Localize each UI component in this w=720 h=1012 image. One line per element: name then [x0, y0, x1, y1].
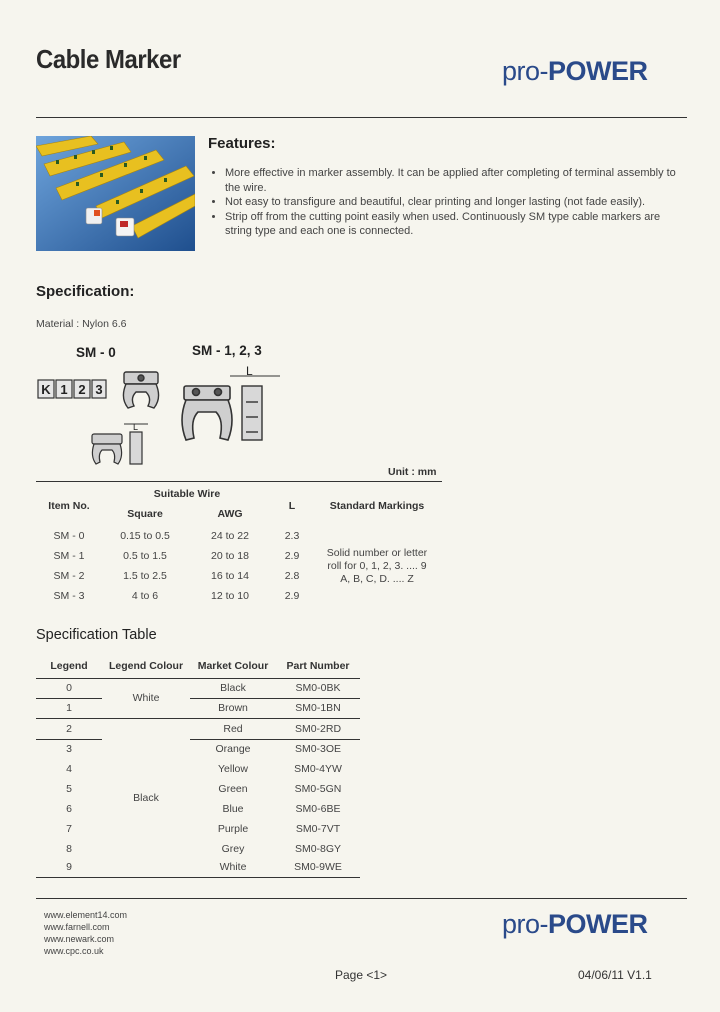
table-row: 1 Brown SM0-1BN: [36, 698, 360, 718]
svg-text:2: 2: [78, 382, 86, 397]
page-title: Cable Marker: [36, 44, 181, 74]
date-version: 04/06/11 V1.1: [578, 968, 652, 982]
pro-power-logo-footer: pro-POWER: [502, 909, 648, 939]
table-row: SM - 1 0.5 to 1.5 20 to 18 2.9: [53, 550, 300, 562]
sm0-clip-front: [123, 372, 158, 408]
cable-marker-photo: [36, 136, 195, 251]
sm0-clip-small: [92, 422, 148, 464]
material-text: Material : Nylon 6.6: [36, 318, 127, 330]
cable-marker-diagram: [36, 362, 306, 467]
table-row: SM - 2 1.5 to 2.5 16 to 14 2.8: [53, 570, 300, 582]
sm123-clip-side: [230, 364, 280, 440]
pro-power-logo: pro-POWER: [502, 56, 648, 86]
footer-link[interactable]: www.farnell.com: [44, 922, 110, 932]
sm0-label: SM - 0: [76, 345, 116, 360]
feature-item: • Not easy to transfigure and beautiful, clear printing and longer lasting (not fade easily).: [225, 195, 688, 210]
footer-link[interactable]: www.newark.com: [44, 934, 115, 944]
table-row: 0 White Black SM0-0BK: [36, 678, 360, 698]
table-row: 7 Purple SM0-7VT: [66, 823, 341, 835]
table-row: 3 Orange SM0-3OE: [66, 743, 342, 756]
svg-text:L: L: [246, 364, 253, 378]
spec-table-heading: Specification Table: [36, 627, 157, 643]
table-row: 6 Blue SM0-6BE: [66, 803, 341, 815]
sm123-label: SM - 1, 2, 3: [192, 343, 262, 358]
table-row: SM - 0 0.15 to 0.5 24 to 22 2.3 Solid number or letter roll for 0, 1, 2, 3. .... 9 A, B, C, D. .... Z: [36, 526, 442, 546]
table-row: 9 White SM0-9WE: [36, 858, 360, 877]
footer-divider: [36, 898, 687, 899]
colour-table: Legend Legend Colour Market Colour Part Number 0 White Black SM0-0BK 1 Brown SM0-1BN 2 Black Red SM0-2RD 3 Orange SM0-3OE 4 Yellow SM0-4YW 5 Green SM0-5GN 6 Blue SM0-6BE 7 Purple SM0-7VT 8 Grey SM0-8GY 9 White SM0-9WE: [36, 654, 360, 878]
page-number: Page <1>: [335, 968, 388, 982]
svg-text:L: L: [133, 422, 139, 432]
features-list: [208, 166, 688, 239]
marker-legend-blocks: [38, 380, 106, 398]
svg-text:K: K: [41, 382, 51, 397]
feature-item: • More effective in marker assembly. It can be applied after completing of terminal assembly to the wire.: [225, 166, 688, 195]
feature-item: • Strip off from the cutting point easily when used. Continuously SM type cable markers are string type and each one is connected.: [225, 210, 688, 239]
table-row: 2 Black Red SM0-2RD: [36, 718, 360, 739]
table-row: 8 Grey SM0-8GY: [66, 842, 342, 855]
table-row: 4 Yellow SM0-4YW: [66, 763, 342, 775]
standard-markings-cell: Solid number or letter roll for 0, 1, 2, 3. .... 9 A, B, C, D. .... Z: [326, 546, 428, 585]
footer-link[interactable]: www.element14.com: [44, 910, 128, 920]
table-row: 5 Green SM0-5GN: [66, 783, 342, 795]
specification-table: Item No. Suitable Wire L Standard Markings Square AWG SM - 0 0.15 to 0.5 24 to 22 2.3 Solid number or letter roll for 0, 1, 2, 3. .... 9 A, B, C, D. .... Z SM - 1 0.5 to 1.5 20 to 18 2.9 SM - 2 1.5 to 2.5 16 to 14 2.8 SM - 3 4 to 6 12 to 10 2.9: [36, 486, 442, 606]
spec-table-top-rule: [36, 481, 442, 482]
svg-text:3: 3: [95, 382, 103, 397]
unit-label: Unit : mm: [388, 466, 437, 478]
footer-links: [44, 909, 127, 957]
header-divider: [36, 117, 687, 118]
sm123-clip-front: [182, 386, 232, 440]
table-row: SM - 3 4 to 6 12 to 10 2.9: [53, 590, 300, 602]
footer-link[interactable]: www.cpc.co.uk: [44, 946, 104, 956]
specification-heading: Specification:: [36, 283, 135, 300]
svg-text:1: 1: [60, 382, 68, 397]
features-heading: Features:: [208, 135, 276, 152]
